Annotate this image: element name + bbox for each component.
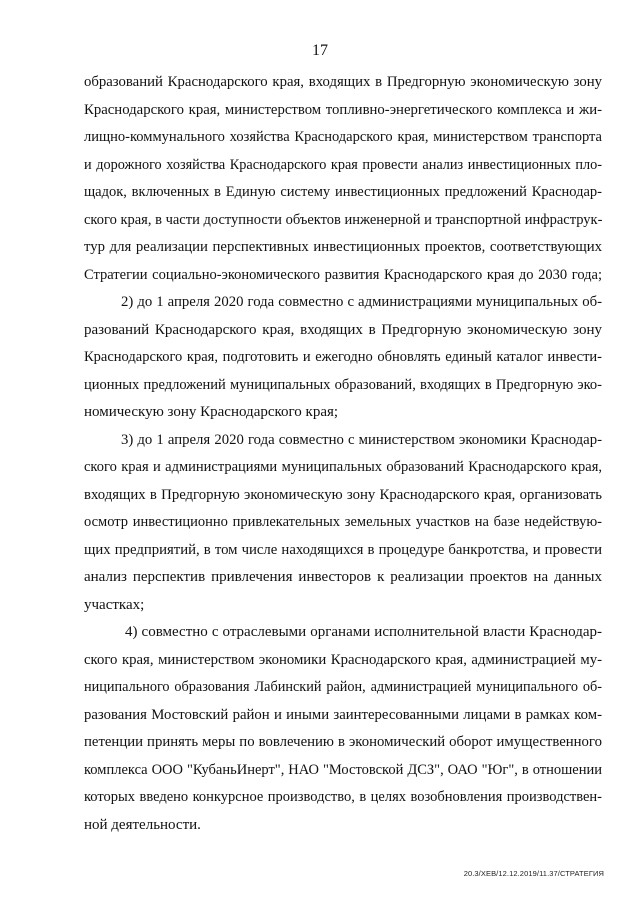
text-line: анализ перспектив привлечения инвесторов к реализации проектов на данных bbox=[84, 569, 602, 585]
text-line: которых введено конкурсное производство, в целях возобновления производствен- bbox=[84, 789, 602, 805]
text-line: щих предприятий, в том числе находящихся в процедуре банкротства, и провести bbox=[84, 541, 602, 558]
text-line: Краснодарского края, подготовить и ежегодно обновлять единый каталог инвести- bbox=[84, 349, 602, 365]
text-line: тур для реализации перспективных инвестиционных проектов, соответствующих bbox=[84, 239, 602, 255]
text-line-paragraph-start: 3) до 1 апреля 2020 года совместно с министерством экономики Краснодар- bbox=[121, 431, 602, 448]
text-line: участках; bbox=[84, 596, 145, 613]
text-line: щадок, включенных в Единую систему инвестиционных предложений Краснодар- bbox=[84, 184, 602, 200]
text-line: ционных предложений муниципальных образований, входящих в Предгорную эко- bbox=[84, 376, 602, 393]
text-line: номическую зону Краснодарского края; bbox=[84, 404, 339, 420]
text-line: комплекса ООО "КубаньИнерт", НАО "Мостовской ДСЗ", ОАО "Юг", в отношении bbox=[84, 761, 602, 778]
text-line: ского края, министерством экономики Краснодарского края, администрацией му- bbox=[84, 651, 602, 668]
page-number: 17 bbox=[312, 42, 328, 59]
text-line: разований Краснодарского края, входящих в Предгорную экономическую зону bbox=[84, 321, 602, 338]
text-line: ниципального образования Лабинский район, администрацией муниципального об- bbox=[84, 679, 602, 695]
text-line: ной деятельности. bbox=[84, 816, 201, 833]
text-line: входящих в Предгорную экономическую зону Краснодарского края, организовать bbox=[84, 486, 602, 503]
text-line-paragraph-start: 2) до 1 апреля 2020 года совместно с администрациями муниципальных об- bbox=[121, 294, 602, 310]
text-line: разования Мостовский район и иными заинтересованными лицами в рамках ком- bbox=[84, 706, 602, 723]
text-line: Стратегии социально-экономического развития Краснодарского края до 2030 года; bbox=[84, 266, 602, 283]
document-footer-code: 20.3/ХЕВ/12.12.2019/11.37/СТРАТЕГИЯ bbox=[463, 869, 604, 878]
text-line: образований Краснодарского края, входящих в Предгорную экономическую зону bbox=[84, 74, 602, 90]
document-body bbox=[84, 69, 602, 839]
text-line-paragraph-start: 4) совместно с отраслевыми органами исполнительной власти Краснодар- bbox=[125, 624, 602, 640]
text-line: ского края и администрациями муниципальных образований Краснодарского края, bbox=[84, 459, 602, 475]
text-line: Краснодарского края, министерством топливно-энергетического комплекса и жи- bbox=[84, 101, 602, 118]
text-line: осмотр инвестиционно привлекательных земельных участков на базе недействую- bbox=[84, 514, 602, 530]
text-line: и дорожного хозяйства Краснодарского края провести анализ инвестиционных пло- bbox=[84, 156, 602, 173]
text-line: лищно-коммунального хозяйства Краснодарского края, министерством транспорта bbox=[84, 129, 602, 145]
text-line: петенции принять меры по вовлечению в экономический оборот имущественного bbox=[84, 734, 602, 750]
text-line: ского края, в части доступности объектов инженерной и транспортной инфраструк- bbox=[84, 211, 603, 228]
